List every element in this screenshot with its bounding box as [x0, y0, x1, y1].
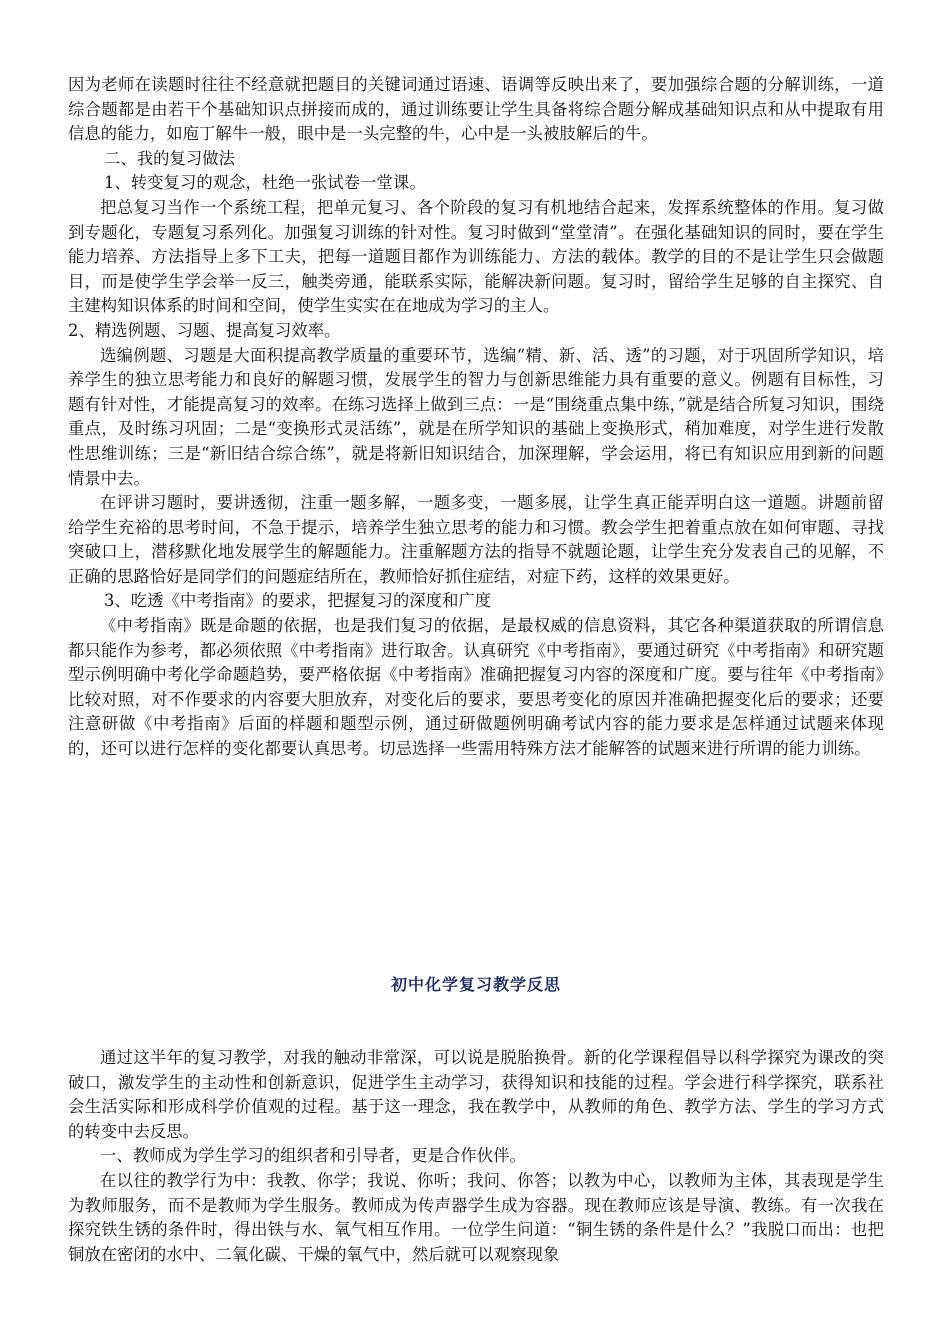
subheading-2: 2、精选例题、习题、提高复习效率。 [68, 320, 341, 340]
heading-teacher-role: 一、教师成为学生学习的组织者和引导者，更是合作伙伴。 [100, 1146, 526, 1166]
section-reflection [68, 1046, 884, 1267]
paragraph-analysis: 因为老师在读题时往往不经意就把题目的关键词通过语速、语调等反映出来了，要加强综合题的分解训练，一道综合题都是由若干个基础知识点拼接而成的，通过训练要让学生具备将综合题分解成基础知识点和从中提取有用信息的能力，如庖丁解牛一般，眼中是一头完整的牛，心中是一头被肢解后的牛。 [68, 75, 884, 144]
paragraph-teacher-role: 在以往的教学行为中：我教、你学；我说、你听；我问、你答；以教为中心，以教师为主体，其表现是学生为教师服务，而不是教师为学生服务。教师成为传声器学生成为容器。现在教师应该是导演、教练。有一次我在探究铁生锈的条件时，得出铁与水、氧气相互作用。一位学生问道：“铜生锈的条件是什么？”我脱口而出：也把铜放在密闭的水中、二氧化碳、干燥的氧气中，然后就可以观察现象 [68, 1170, 884, 1264]
subheading-3: 3、吃透《中考指南》的要求，把握复习的深度和广度 [104, 591, 492, 611]
article-title: 初中化学复习教学反思 [390, 975, 561, 994]
paragraph-introduction: 通过这半年的复习教学，对我的触动非常深，可以说是脱胎换骨。新的化学课程倡导以科学探究为课改的突破口，激发学生的主动性和创新意识，促进学生主动学习，获得知识和技能的过程。学会进行科学探究，联系社会生活实际和形成科学价值观的过程。基于这一理念，我在教学中，从教师的角色、教学方法、学生的学习方式的转变中去反思。 [68, 1048, 884, 1141]
subheading-1: 1、转变复习的观念，杜绝一张试卷一堂课。 [104, 173, 426, 193]
paragraph-explain-exercises: 在评讲习题时，要讲透彻，注重一题多解，一题多变，一题多展，让学生真正能弄明白这一道题。讲题前留给学生充裕的思考时间，不急于提示，培养学生独立思考的能力和习惯。教会学生把着重点放在如何审题、寻找突破口上，潜移默化地发展学生的解题能力。注重解题方法的指导不就题论题，让学生充分发表自己的见解，不正确的思路恰好是同学们的问题症结所在，教师恰好抓住症结，对症下药，这样的效果更好。 [68, 493, 884, 586]
heading-review-methods: 二、我的复习做法 [104, 148, 236, 168]
paragraph-exam-guide: 《中考指南》既是命题的依据，也是我们复习的依据，是最权威的信息资料，其它各种渠道获取的所谓信息都只能作为参考，都必须依照《中考指南》进行取舍。认真研究《中考指南》，要通过研究《中考指南》和研究题型示例明确中考化学命题趋势，要严格依据《中考指南》准确把握复习内容的深度和广度。要与往年《中考指南》比较对照，对不作要求的内容要大胆放弃，对变化后的要求，要思考变化的原因并准确把握变化后的要求；还要注意研做《中考指南》后面的样题和题型示例，通过研做题例明确考试内容的能力要求是怎样通过试题来体现的，还可以进行怎样的变化都要认真思考。切忌选择一些需用特殊方法才能解答的试题来进行所谓的能力训练。 [68, 616, 884, 759]
paragraph-select-exercises: 选编例题、习题是大面积提高教学质量的重要环节，选编“精、新、活、透”的习题，对于巩固所学知识，培养学生的独立思考能力和良好的解题习惯，发展学生的智力与创新思维能力具有重要的意义。例题有目标性，习题有针对性，才能提高复习的效率。在练习选择上做到三点：一是“围绕重点集中练，”就是结合所复习知识，围绕重点，及时练习巩固；二是“变换形式灵活练”，就是在所学知识的基础上变换形式，稍加难度，对学生进行发散性思维训练；三是“新旧结合综合练”，就是将新旧知识结合，加深理解，学会运用，将已有知识应用到新的问题情景中去。 [68, 345, 884, 488]
paragraph-systematic-review: 把总复习当作一个系统工程，把单元复习、各个阶段的复习有机地结合起来，发挥系统整体的作用。复习做到专题化，专题复习系列化。加强复习训练的针对性。复习时做到“堂堂清”。在强化基础知识的同时，要在学生能力培养、方法指导上多下工夫，把每一道题目都作为训练能力、方法的载体。教学的目的不是让学生只会做题目，而是使学生学会举一反三，触类旁通，能联系实际，能解决新问题。复习时，留给学生足够的自主探究、自主建构知识体系的时间和空间，使学生实实在在地成为学习的主人。 [68, 197, 884, 316]
section-review-methods [68, 73, 884, 762]
